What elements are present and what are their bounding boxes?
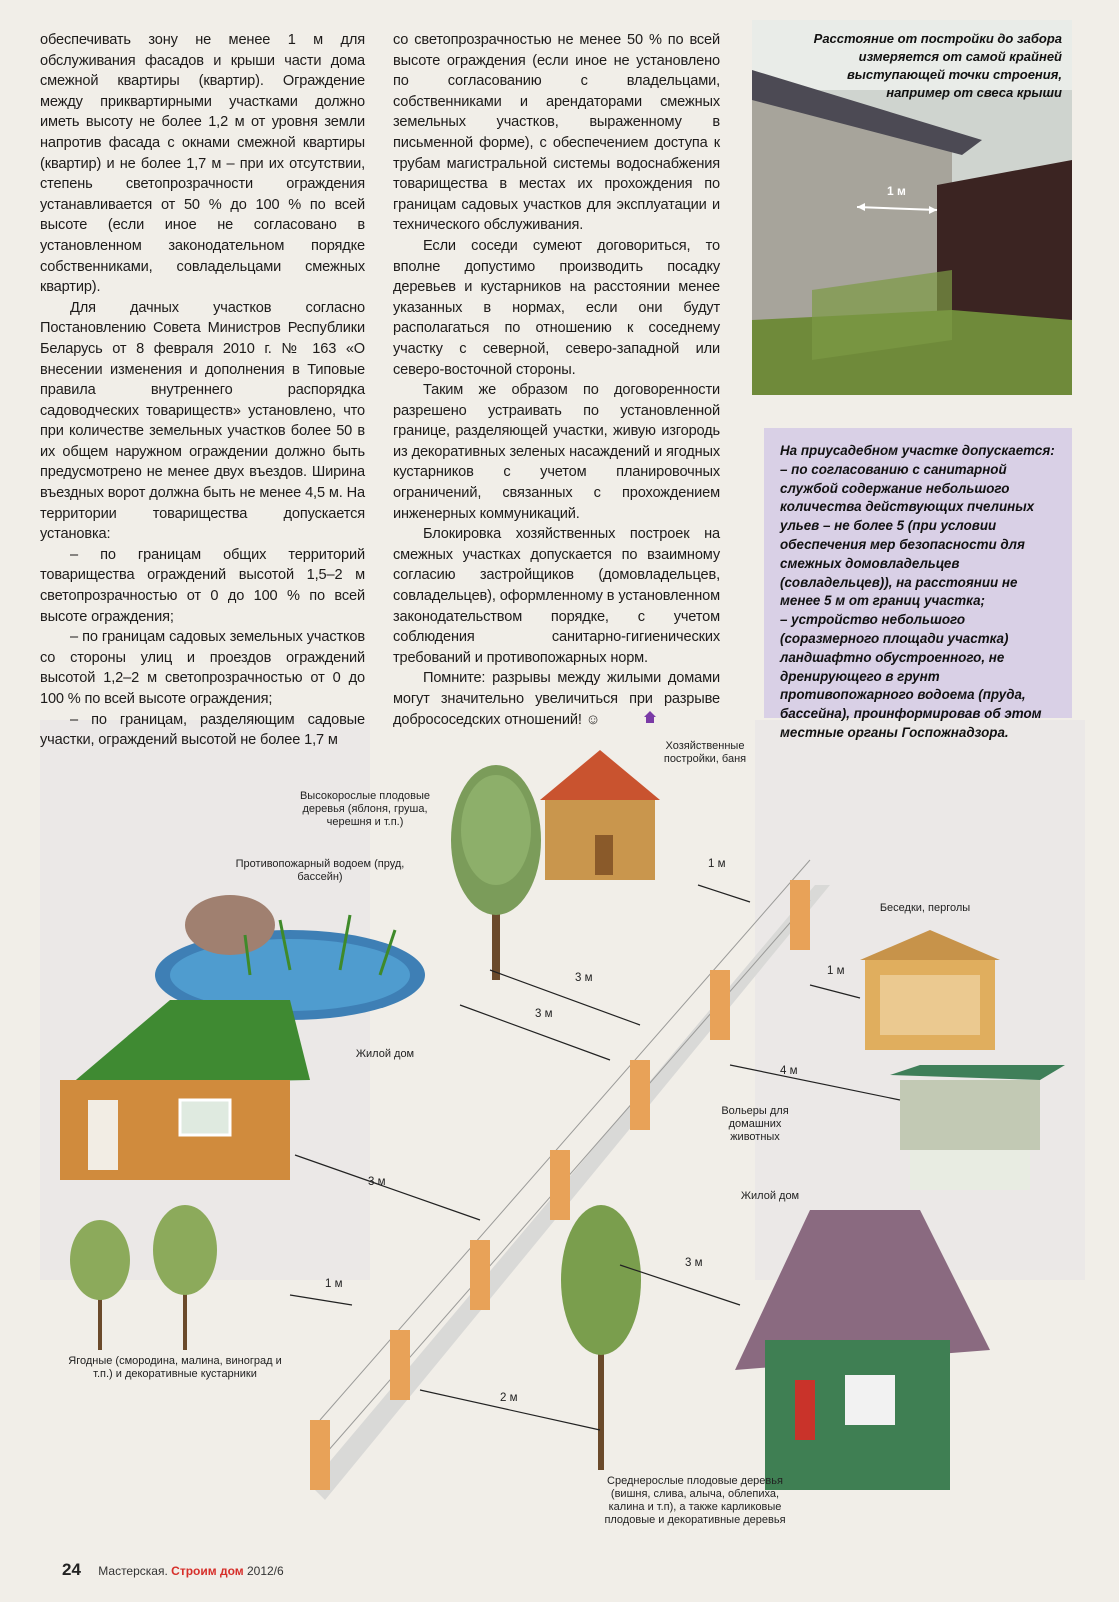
col1-paragraph-3: – по границам общих территорий товарищества ограждений высотой 1,5–2 м светопрозрачностью от 0 до 100 % по всей высоте ограждения; [40,546,365,625]
col2-paragraph-5: Помните: разрывы между жилыми домами могут значительно увеличиться при разрыве добрососедских отношений! ☺ [393,670,720,728]
distance-enclosure: 4 м [780,1065,798,1077]
label-enclosure: Вольеры для домашних животных [721,1105,789,1143]
outbuilding [540,750,660,880]
label-medium-trees: Среднерослые плодовые деревья (вишня, слива, алыча, облепиха, калина и т.п), а также карликовые плодовые и декоративные деревья [604,1475,786,1526]
plot-layout-drawing [40,740,1090,1555]
left-house [60,1000,310,1180]
label-house-left: Жилой дом [355,1048,415,1060]
right-house [735,1210,990,1490]
page-footer [62,1560,284,1580]
photo-distance-label: 1 м [887,184,906,198]
col1-paragraph-4: – по границам садовых земельных участков со стороны улиц и проездов ограждений высотой 1,2–2 м светопрозрачностью от 0 до 100 % по всей высоте ограждения; [40,629,365,707]
distance-house-right: 3 м [685,1257,703,1269]
col1-paragraph-5: – по границам, разделяющим садовые участки, ограждений высотой не более 1,7 м [40,711,365,749]
tall-tree [451,765,541,980]
label-gazebo: Беседки, перголы [879,902,971,914]
info-box-item-1: – по согласованию с санитарной службой содержание небольшого количества действующих пчелиных ульев – не более 5 (при условии обеспечения мер безопасности для смежных домовладельцев (совладельцев)), на расстоянии не менее 5 м от границ участка; [780,461,1035,609]
label-shrubs: Ягодные (смородина, малина, виноград и т.п.) и декоративные кустарники [68,1355,282,1380]
label-house-right: Жилой дом [740,1190,800,1202]
distance-medium-tree: 2 м [500,1392,518,1404]
magazine-issue: 2012/6 [246,1564,284,1578]
gazebo [860,930,1000,1050]
col2-paragraph-2: Если соседи сумеют договориться, то вполне допустимо производить посадку деревьев и кустарников на расстоянии менее указанных в нормах, если они будут располагаться по отношению к соседнему участку с северной, северо-западной или северо-восточной стороны. [393,237,720,378]
col2-paragraph-1: со светопрозрачностью не менее 50 % по всей высоте ограждения (если иное не установлено по согласованию с владельцами, собственниками и арендаторами смежных земельных участков, выраженному в письменной форме), с обеспечением доступа к трубам магистральной системы водоснабжения товарищества в местах их прохождения по границам садовых участков для эксплуатации и технического обслуживания. [393,32,720,234]
page-number: 24 [62,1560,81,1579]
col2-paragraph-4: Блокировка хозяйственных построек на смежных участках допускается по взаимному согласию застройщиков (домовладельцев, совладельцев), оформленному в установленном законодательством порядке, с учетом соблюдения санитарно-гигиенических требований и противопожарных норм. [393,526,720,666]
shrubs [70,1205,217,1350]
col2-paragraph-3: Таким же образом по договоренности разрешено устраивать по установленной границе, разделяющей участки, живую изгородь из декоративных зеленых насаждений и ягодных кустарников с учетом планировочных ограничений, связанных с прохождением инженерных коммуникаций. [393,382,720,522]
medium-tree [561,1205,641,1470]
info-box-item-2: – устройство небольшого (соразмерного площади участка) ландшафтно обустроенного, не дренирующего в грунт противопожарного водоема (пруда, бассейна), проинформировав об этом местные органы Госпожнадзора. [780,612,1042,740]
distance-shrubs: 1 м [325,1278,343,1290]
distance-house-left: 3 м [368,1176,386,1188]
magazine-name: Мастерская. [98,1564,168,1578]
col1-paragraph-1: обеспечивать зону не менее 1 м для обслуживания фасадов и крыши части дома смежной квартиры (квартир). Ограждение между приквартирными участками должно иметь высоту не более 1,2 м от уровня земли напротив фасада с окнами смежной квартиры (квартир) и не более 1,7 м – при их отсутствии, степень светопрозрачности ограждения устанавливается от 50 % до 100 % по всей высоте (если иное не согласовано в установленном законодательном порядке собственниками, совладельцами смежных квартир). [40,32,365,296]
house-icon [643,710,657,724]
photo-fence-distance [752,20,1072,395]
distance-gazebo: 1 м [827,965,845,977]
info-box [764,428,1072,740]
enclosure [890,1065,1065,1190]
col1-paragraph-2: Для дачных участков согласно Постановлению Совета Министров Республики Беларусь от 8 февраля 2010 г. № 163 «О внесении изменения и дополнения в Типовые правила внутреннего распорядка садоводческих товариществ» установлено, что при количестве земельных участков более 50 в их общем наружном ограждении должно быть предусмотрено не менее двух въездов. Ширина въездных ворот должна быть не менее 4,5 м. На территории товарищества допускается установка: [40,299,365,543]
magazine-brand: Строим дом [171,1564,244,1578]
distance-pond: 3 м [535,1008,553,1020]
plot-layout-illustration [40,740,1090,1555]
label-outbuildings: Хозяйственные постройки, баня [663,740,747,765]
text-column-1 [40,30,365,751]
info-box-title: На приусадебном участке допускается: [780,443,1055,458]
text-column-2 [393,30,720,730]
photo-caption: Расстояние от постройки до забора измеряется от самой крайней выступающей точки строения, например от свеса крыши [813,31,1062,100]
distance-outbuildings: 1 м [708,858,726,870]
label-tall-trees: Высокорослые плодовые деревья (яблоня, груша, черешня и т.п.) [299,790,431,828]
label-pond: Противопожарный водоем (пруд, бассейн) [235,858,405,883]
distance-tall-tree: 3 м [575,972,593,984]
